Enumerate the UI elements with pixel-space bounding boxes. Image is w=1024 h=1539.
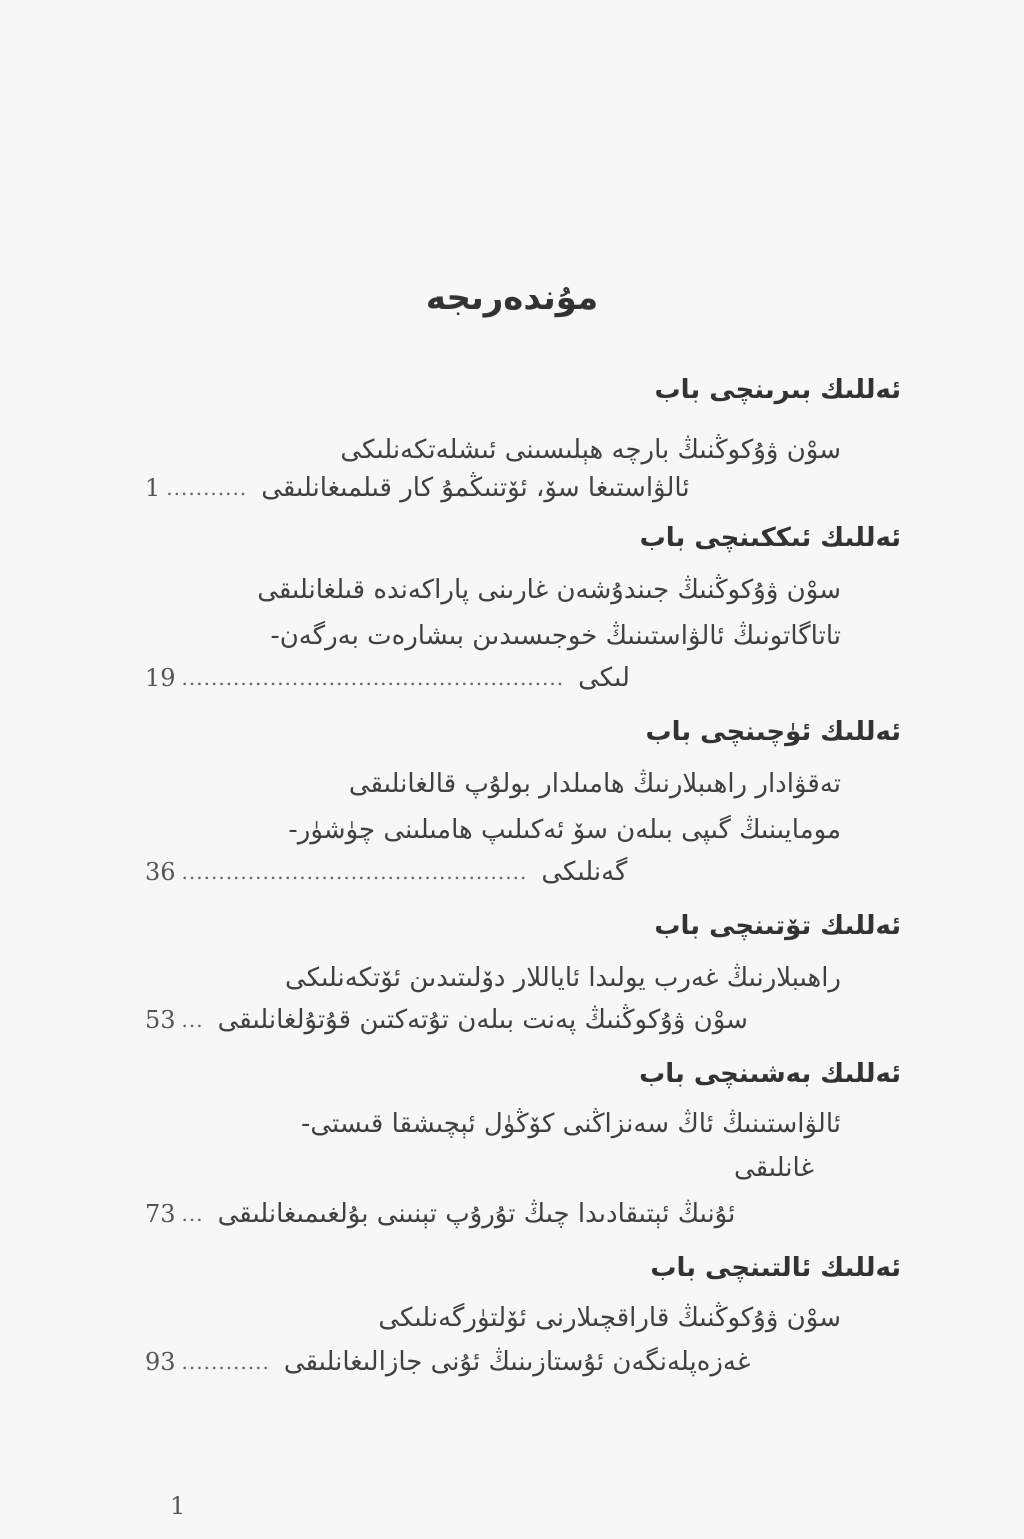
chapter-line: سوْن ۋۇكوڭنىڭ جىندۇشەن غارىنى پاراكەندە قىلغانلىقى [257,575,841,605]
chapter-line: غەزەپلەنگەن ئۇستازىنىڭ ئۇنى جازالىغانلىقى [283,1347,751,1377]
chapter-heading: ئەللىك ئۈچىنچى باب [645,717,901,747]
dot-leader: .................................................... [181,666,565,690]
chapter-heading: ئەللىك بەشىنچى باب [639,1059,901,1089]
chapter-line: ئۇنىڭ ئېتىقادىدا چىڭ تۇرۇپ تېنىنى بۇلغىمىغانلىقى [217,1199,736,1229]
page-number: 93 [145,1348,176,1376]
toc-entry[interactable] [145,1000,845,1040]
page-number: 53 [145,1006,176,1034]
chapter-line: غانلىقى [733,1153,814,1183]
chapter-line: ئالۋاستىنىڭ ئاڭ سەنزاڭنى كۆڭۈل ئېچىشقا قىستى- [300,1109,841,1139]
page-number: 19 [145,664,176,692]
chapter-heading: ئەللىك تۆتىنچى باب [654,911,901,941]
chapter-line: سوْن ۋۇكوڭنىڭ پەنت بىلەن تۇتەكتىن قۇتۇلغانلىقى [217,1005,748,1035]
dot-leader: ............................................... [181,860,528,884]
chapter-heading: ئەللىك ئالتىنچى باب [650,1253,901,1283]
page-number: 1 [145,474,161,502]
dot-leader: ........... [166,476,248,500]
chapter-line: سوْن ۋۇكوڭنىڭ بارچە ھېلىسىنى ئىشلەتكەنلىكى [340,435,841,465]
chapter-heading: ئەللىك ئىككىنچى باب [639,523,901,553]
page-number: 36 [145,858,176,886]
dot-leader: ... [181,1202,204,1226]
dot-leader: ............ [181,1350,270,1374]
chapter-line: راھىبلارنىڭ غەرب يولىدا ئاياللار دۆلىتىدىن ئۆتكەنلىكى [285,963,841,993]
page-folio: 1 [170,1492,186,1520]
toc-entry[interactable] [145,1194,845,1234]
page-title: مۇندەرىجە [425,278,599,318]
chapter-line: گەنلىكى [541,857,628,887]
chapter-line: مومايىنىڭ گىپى بىلەن سۆ ئەكىلىپ ھامىلىنى چۈشۈر- [288,815,841,845]
page-number: 73 [145,1200,176,1228]
dot-leader: ... [181,1008,204,1032]
chapter-line: ئالۋاستىغا سۆ، ئۆتنىڭمۇ كار قىلمىغانلىقى [261,473,690,503]
chapter-line: سوْن ۋۇكوڭنىڭ قاراقچىلارنى ئۆلتۈرگەنلىكى [378,1303,841,1333]
chapter-heading: ئەللىك بىرىنچى باب [654,375,901,405]
toc-entry[interactable] [145,1342,845,1382]
toc-entry[interactable] [145,658,845,698]
chapter-line: لىكى [578,663,630,693]
toc-entry[interactable] [145,852,820,892]
chapter-line: تەقۋادار راھىبلارنىڭ ھامىلدار بولۇپ قالغانلىقى [348,769,841,799]
chapter-line: تاتاگاتونىڭ ئالۋاستىنىڭ خوجىسىدىن بىشارەت بەرگەن- [270,621,841,651]
toc-entry[interactable] [145,468,845,508]
